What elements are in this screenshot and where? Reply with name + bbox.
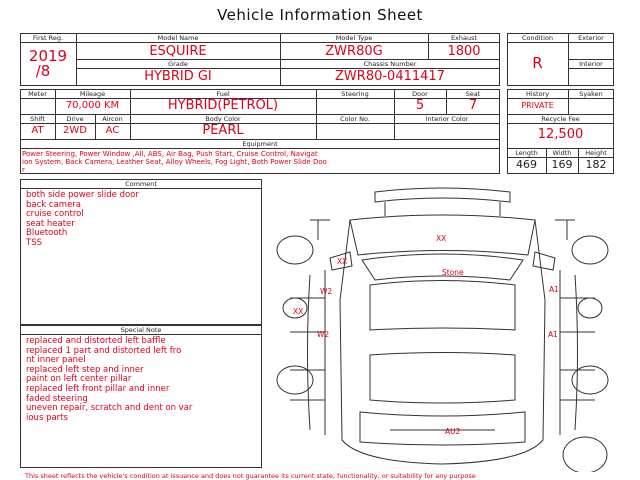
comment-line: Bluetooth: [26, 228, 68, 239]
divider: [20, 188, 262, 189]
divider: [507, 123, 614, 124]
fuel-label: Fuel: [216, 90, 230, 98]
door-value: 5: [415, 98, 425, 113]
fuel-value: HYBRID(PETROL): [167, 98, 279, 113]
equipment-line-3: r: [22, 166, 25, 174]
equipment-line-2: ion System, Back Camera, Leather Seat, Alloy Wheels, Fog Light, Both Power Slide Doo: [22, 158, 327, 166]
grade-value: HYBRID GI: [144, 69, 212, 84]
divider: [507, 42, 614, 43]
note-line: faded steering: [26, 393, 88, 404]
interior-label: Interior: [579, 60, 603, 68]
model-name-label: Model Name: [157, 34, 199, 42]
mileage-label: Mileage: [79, 90, 106, 98]
width-label: Width: [552, 149, 572, 157]
shift-label: Shift: [30, 115, 45, 123]
drive-label: Drive: [66, 115, 84, 123]
comment-text: [26, 191, 139, 249]
exhaust-label: Exhaust: [450, 34, 478, 42]
body-color-value: PEARL: [202, 123, 244, 138]
damage-mark-left-side-xx: XX: [293, 307, 304, 316]
first-reg-year: 2019: [28, 47, 68, 65]
damage-mark-w2-lower: W2: [317, 330, 330, 339]
note-line: replaced and distorted left baffle: [26, 336, 166, 346]
divider: [568, 68, 614, 69]
syaken-label: Syaken: [579, 90, 603, 98]
comment-line: both side power slide door: [26, 190, 139, 200]
damage-mark-w2-upper: W2: [320, 287, 333, 296]
seat-label: Seat: [465, 90, 481, 98]
comment-line: seat heater: [26, 218, 75, 229]
note-line: paint on left center pillar: [26, 374, 132, 385]
divider: [20, 42, 76, 43]
comment-line: cruise control: [26, 209, 84, 220]
note-line: replaced left step and inner: [26, 364, 144, 375]
door-label: Door: [412, 90, 428, 98]
damage-mark-roof-xx: XX: [436, 234, 447, 243]
divider: [76, 42, 500, 43]
damage-mark-a1-upper: A1: [549, 285, 559, 294]
chassis-label: Chassis Number: [363, 60, 417, 68]
length-value: 469: [516, 158, 537, 171]
grade-label: Grade: [168, 60, 188, 68]
disclaimer-footer: This sheet reflects the vehicle's condition at issuance and does not guarantee its current state, functionality, or suitability for any purpose: [25, 472, 476, 480]
meter-label: Meter: [28, 90, 47, 98]
damage-mark-stone: Stone: [442, 268, 464, 277]
length-label: Length: [515, 149, 538, 157]
damage-mark-front-left-xx: XX: [337, 257, 348, 266]
sheet-title: Vehicle Information Sheet: [217, 6, 423, 24]
height-label: Height: [585, 149, 607, 157]
seat-value: 7: [468, 98, 478, 113]
exhaust-value: 1800: [447, 44, 481, 59]
drive-value: 2WD: [63, 125, 87, 136]
note-line: replaced 1 part and distorted left fro: [26, 345, 182, 356]
divider: [20, 148, 500, 149]
damage-mark-a1-lower: A1: [548, 330, 558, 339]
comment-line: back camera: [26, 199, 81, 210]
recycle-label: Recycle Fee: [541, 115, 580, 123]
divider: [20, 334, 262, 335]
note-line: nt inner panel: [26, 355, 86, 366]
mileage-value: 70,000 KM: [65, 100, 120, 111]
special-note-label: Special Note: [120, 326, 162, 334]
aircon-value: AC: [105, 125, 120, 136]
first-reg-month: /8: [35, 62, 51, 80]
history-label: History: [525, 90, 550, 98]
aircon-label: Aircon: [102, 115, 123, 123]
exterior-label: Exterior: [578, 34, 604, 42]
first-reg-label: First Reg.: [32, 34, 64, 42]
special-note-text: [26, 337, 192, 423]
color-no-label: Color No.: [340, 115, 370, 123]
chassis-value: ZWR80-0411417: [335, 69, 445, 84]
comment-label: Comment: [125, 180, 157, 188]
equipment-label: Equipment: [242, 140, 278, 148]
width-value: 169: [551, 158, 573, 171]
condition-label: Condition: [521, 34, 554, 42]
vehicle-damage-diagram: [270, 180, 615, 472]
model-name-value: ESQUIRE: [149, 44, 207, 59]
damage-mark-au2: AU2: [445, 427, 461, 436]
comment-line: TSS: [26, 237, 42, 248]
recycle-value: 12,500: [537, 127, 584, 142]
shift-value: AT: [31, 125, 44, 136]
steering-label: Steering: [341, 90, 369, 98]
note-line: ious parts: [26, 412, 68, 423]
divider: [507, 98, 614, 99]
model-type-value: ZWR80G: [325, 44, 383, 59]
body-color-label: Body Color: [205, 115, 241, 123]
height-value: 182: [585, 158, 607, 171]
equipment-line-1: Power Steering, Power Window ,All, ABS, Air Bag, Push Start, Cruise Control, Navigat: [22, 150, 318, 158]
note-line: uneven repair, scratch and dent on var: [26, 403, 193, 414]
condition-value: R: [532, 54, 543, 72]
note-line: replaced left front pillar and inner: [26, 383, 170, 394]
model-type-label: Model Type: [335, 34, 373, 42]
interior-color-label: Interior Color: [425, 115, 469, 123]
history-value: PRIVATE: [521, 101, 554, 110]
